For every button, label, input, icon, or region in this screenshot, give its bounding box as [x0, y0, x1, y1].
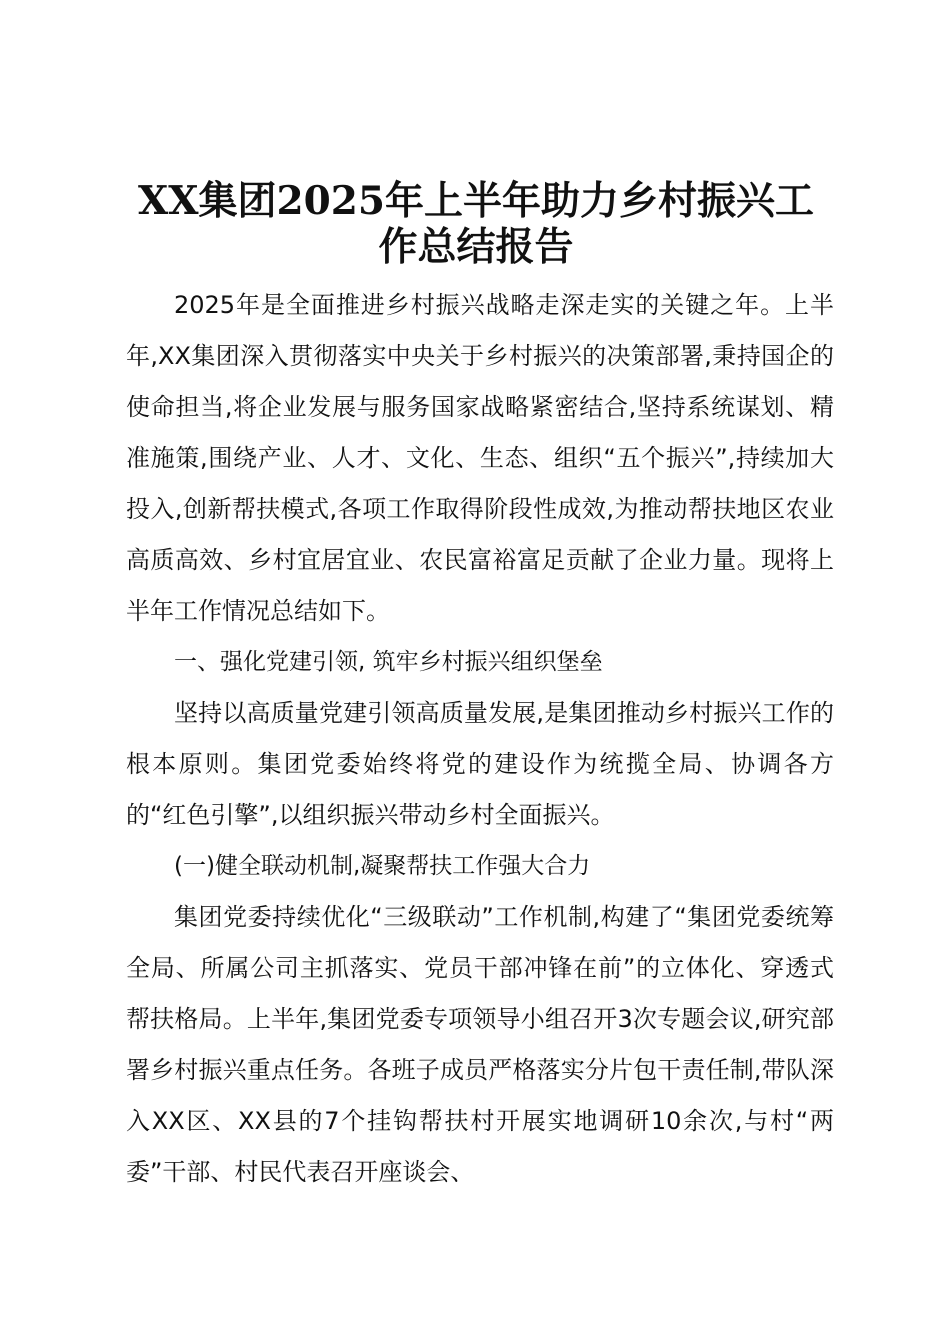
intro-paragraph: 2025年是全面推进乡村振兴战略走深走实的关键之年。上半年,XX集团深入贯彻落实中央关于乡村振兴的决策部署,秉持国企的使命担当,将企业发展与服务国家战略紧密结合,坚持系统谋划、精准施策,围绕产业、人才、文化、生态、组织“五个振兴”,持续加大投入,创新帮扶模式,各项工作取得阶段性成效,为推动帮扶地区农业高质高效、乡村宜居宜业、农民富裕富足贡献了企业力量。现将上半年工作情况总结如下。	[126, 291, 834, 625]
section-1-paragraph: 坚持以高质量党建引领高质量发展,是集团推动乡村振兴工作的根本原则。集团党委始终将党的建设作为统揽全局、协调各方的“红色引擎”,以组织振兴带动乡村全面振兴。	[126, 699, 834, 829]
subsection-heading-1: (一)健全联动机制,凝聚帮扶工作强大合力	[174, 853, 591, 879]
document-body	[126, 280, 834, 1198]
section-heading-1: 一、强化党建引领, 筑牢乡村振兴组织堡垒	[174, 649, 603, 675]
subsection-1-paragraph: 集团党委持续优化“三级联动”工作机制,构建了“集团党委统筹全局、所属公司主抓落实、党员干部冲锋在前”的立体化、穿透式帮扶格局。上半年,集团党委专项领导小组召开3次专题会议,研究部署乡村振兴重点任务。各班子成员严格落实分片包干责任制,带队深入XX区、XX县的7个挂钩帮扶村开展实地调研10余次,与村“两委”干部、村民代表召开座谈会、	[126, 903, 834, 1186]
document-title: XX集团2025年上半年助力乡村振兴工作总结报告	[137, 178, 815, 270]
